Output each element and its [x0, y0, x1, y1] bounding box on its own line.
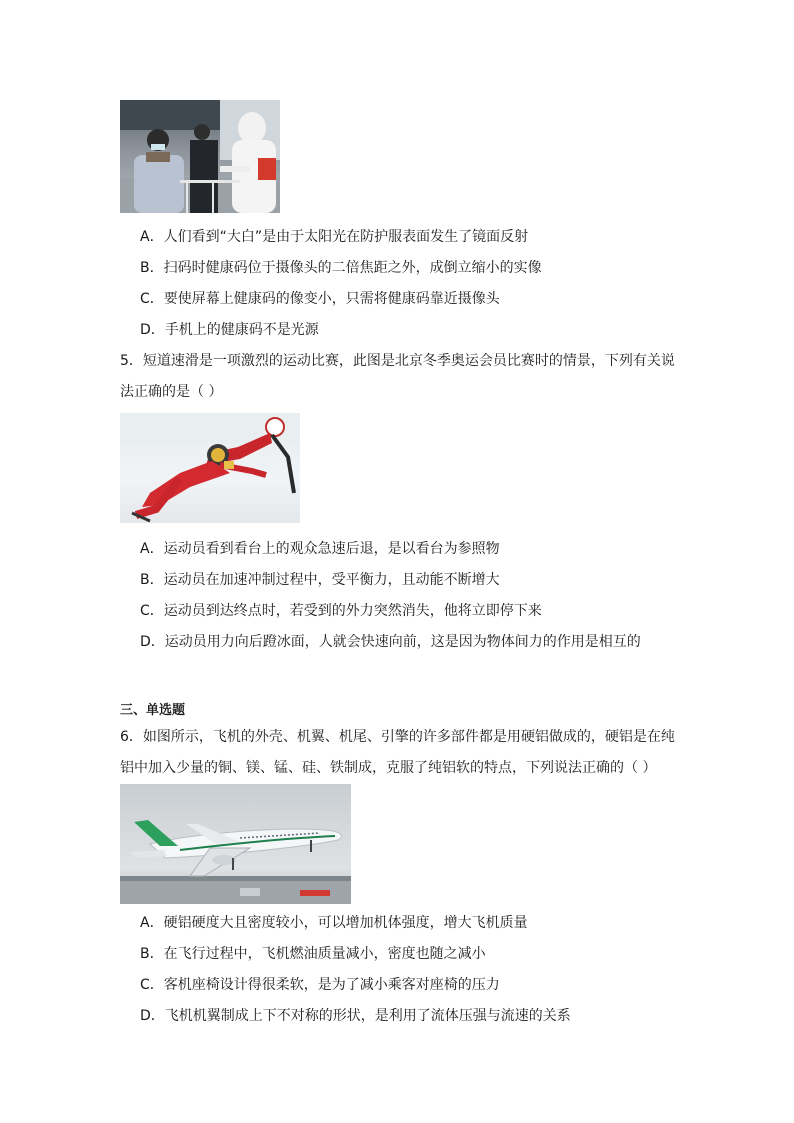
health-code-photo	[120, 100, 280, 213]
health-code-scene	[120, 100, 280, 213]
q6-option-d: D．飞机机翼制成上下不对称的形状，是利用了流体压强与流速的关系	[140, 1008, 571, 1024]
q5-option-c: C．运动员到达终点时，若受到的外力突然消失，他将立即停下来	[140, 603, 542, 619]
q6-stem-line2: 铝中加入少量的铜、镁、锰、硅、铁制成，克服了纯铝软的特点，下列说法正确的（ ）	[120, 760, 657, 776]
q5-stem-line1: 5．短道速滑是一项激烈的运动比赛，此图是北京冬季奥运会员比赛时的情景，下列有关说	[120, 353, 675, 369]
q4-option-b: B．扫码时健康码位于摄像头的二倍焦距之外，成倒立缩小的实像	[140, 260, 542, 276]
airplane-scene	[120, 784, 351, 904]
speed-skating-scene	[120, 413, 300, 523]
q6-option-b: B．在飞行过程中，飞机燃油质量减小，密度也随之减小	[140, 946, 486, 962]
q5-option-a: A．运动员看到看台上的观众急速后退，是以看台为参照物	[140, 541, 500, 557]
q5-stem-line2: 法正确的是（ ）	[120, 384, 223, 400]
q4-option-c: C．要使屏幕上健康码的像变小，只需将健康码靠近摄像头	[140, 291, 500, 307]
q6-stem-line1: 6．如图所示，飞机的外壳、机翼、机尾、引擎的许多部件都是用硬铝做成的，硬铝是在纯	[120, 729, 675, 745]
q4-option-a: A．人们看到“大白”是由于太阳光在防护服表面发生了镜面反射	[140, 229, 529, 245]
airplane-photo	[120, 784, 351, 904]
speed-skating-photo	[120, 413, 300, 523]
q5-option-b: B．运动员在加速冲制过程中，受平衡力，且动能不断增大	[140, 572, 500, 588]
q4-option-d: D．手机上的健康码不是光源	[140, 322, 319, 338]
section-heading: 三、单选题	[120, 703, 186, 718]
q6-option-a: A．硬铝硬度大且密度较小，可以增加机体强度，增大飞机质量	[140, 915, 528, 931]
q5-option-d: D．运动员用力向后蹬冰面，人就会快速向前，这是因为物体间力的作用是相互的	[140, 634, 641, 650]
q6-option-c: C．客机座椅设计得很柔软，是为了减小乘客对座椅的压力	[140, 977, 500, 993]
